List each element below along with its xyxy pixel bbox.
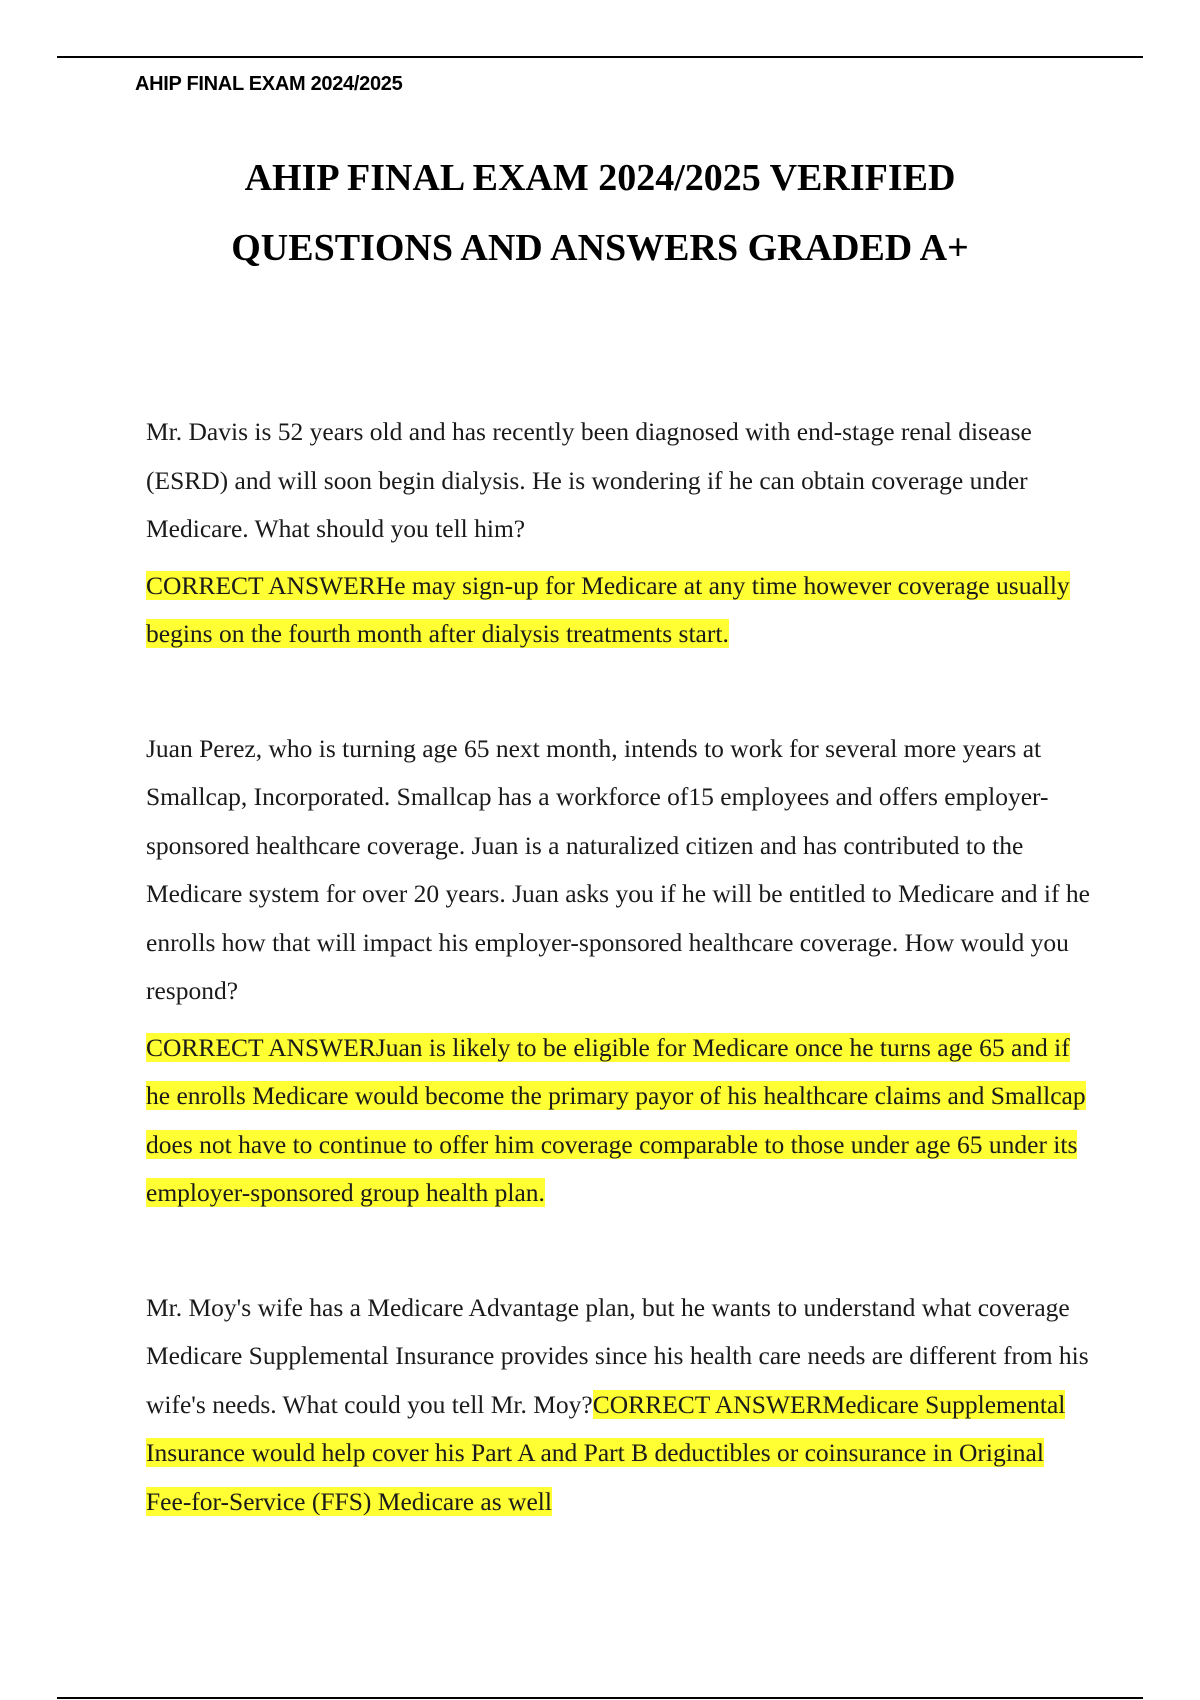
title-line-1: AHIP FINAL EXAM 2024/2025 VERIFIED: [244, 157, 956, 199]
document-title: [100, 143, 1100, 283]
qa-item: [146, 408, 1092, 659]
answer-text: CORRECT ANSWERJuan is likely to be eligible for Medicare once he turns age 65 and if he enrolls Medicare would become the primary payor of his healthcare claims and Smallcap does not have to continue to offer him coverage comparable to those under age 65 under its employer-sponsored group health plan.: [146, 1032, 1086, 1207]
question-text: Mr. Moy's wife has a Medicare Advantage plan, but he wants to understand what coverage Medicare Supplemental Insurance provides since his health care needs are different from his wife's needs. What could you tell Mr. Moy?: [146, 1292, 1089, 1419]
title-line-2: QUESTIONS AND ANSWERS GRADED A+: [231, 227, 969, 269]
question-text: Juan Perez, who is turning age 65 next month, intends to work for several more years at Smallcap, Incorporated. Smallcap has a workforce of15 employees and offers employer-sponsored healthcare coverage. Juan is a naturalized citizen and has contributed to the Medicare system for over 20 years. Juan asks you if he will be entitled to Medicare and if he enrolls how that will impact his employer-sponsored healthcare coverage. How would you respond?: [146, 733, 1090, 1005]
answer-text: CORRECT ANSWERMedicare Supplemental Insurance would help cover his Part A and Part B deductibles or coinsurance in Original Fee-for-Service (FFS) Medicare as well: [146, 1389, 1066, 1516]
answer-text: CORRECT ANSWERHe may sign-up for Medicare at any time however coverage usually begins on the fourth month after dialysis treatments start.: [146, 570, 1070, 648]
question-text: Mr. Davis is 52 years old and has recently been diagnosed with end-stage renal disease (ESRD) and will soon begin dialysis. He is wondering if he can obtain coverage under Medicare. What should you tell him?: [146, 417, 1032, 543]
header-rule: [57, 56, 1143, 58]
question-list: [146, 408, 1092, 1526]
qa-item: [146, 1284, 1092, 1527]
qa-item: [146, 725, 1092, 1218]
footer-rule: [57, 1697, 1143, 1699]
running-header: AHIP FINAL EXAM 2024/2025: [135, 73, 403, 95]
